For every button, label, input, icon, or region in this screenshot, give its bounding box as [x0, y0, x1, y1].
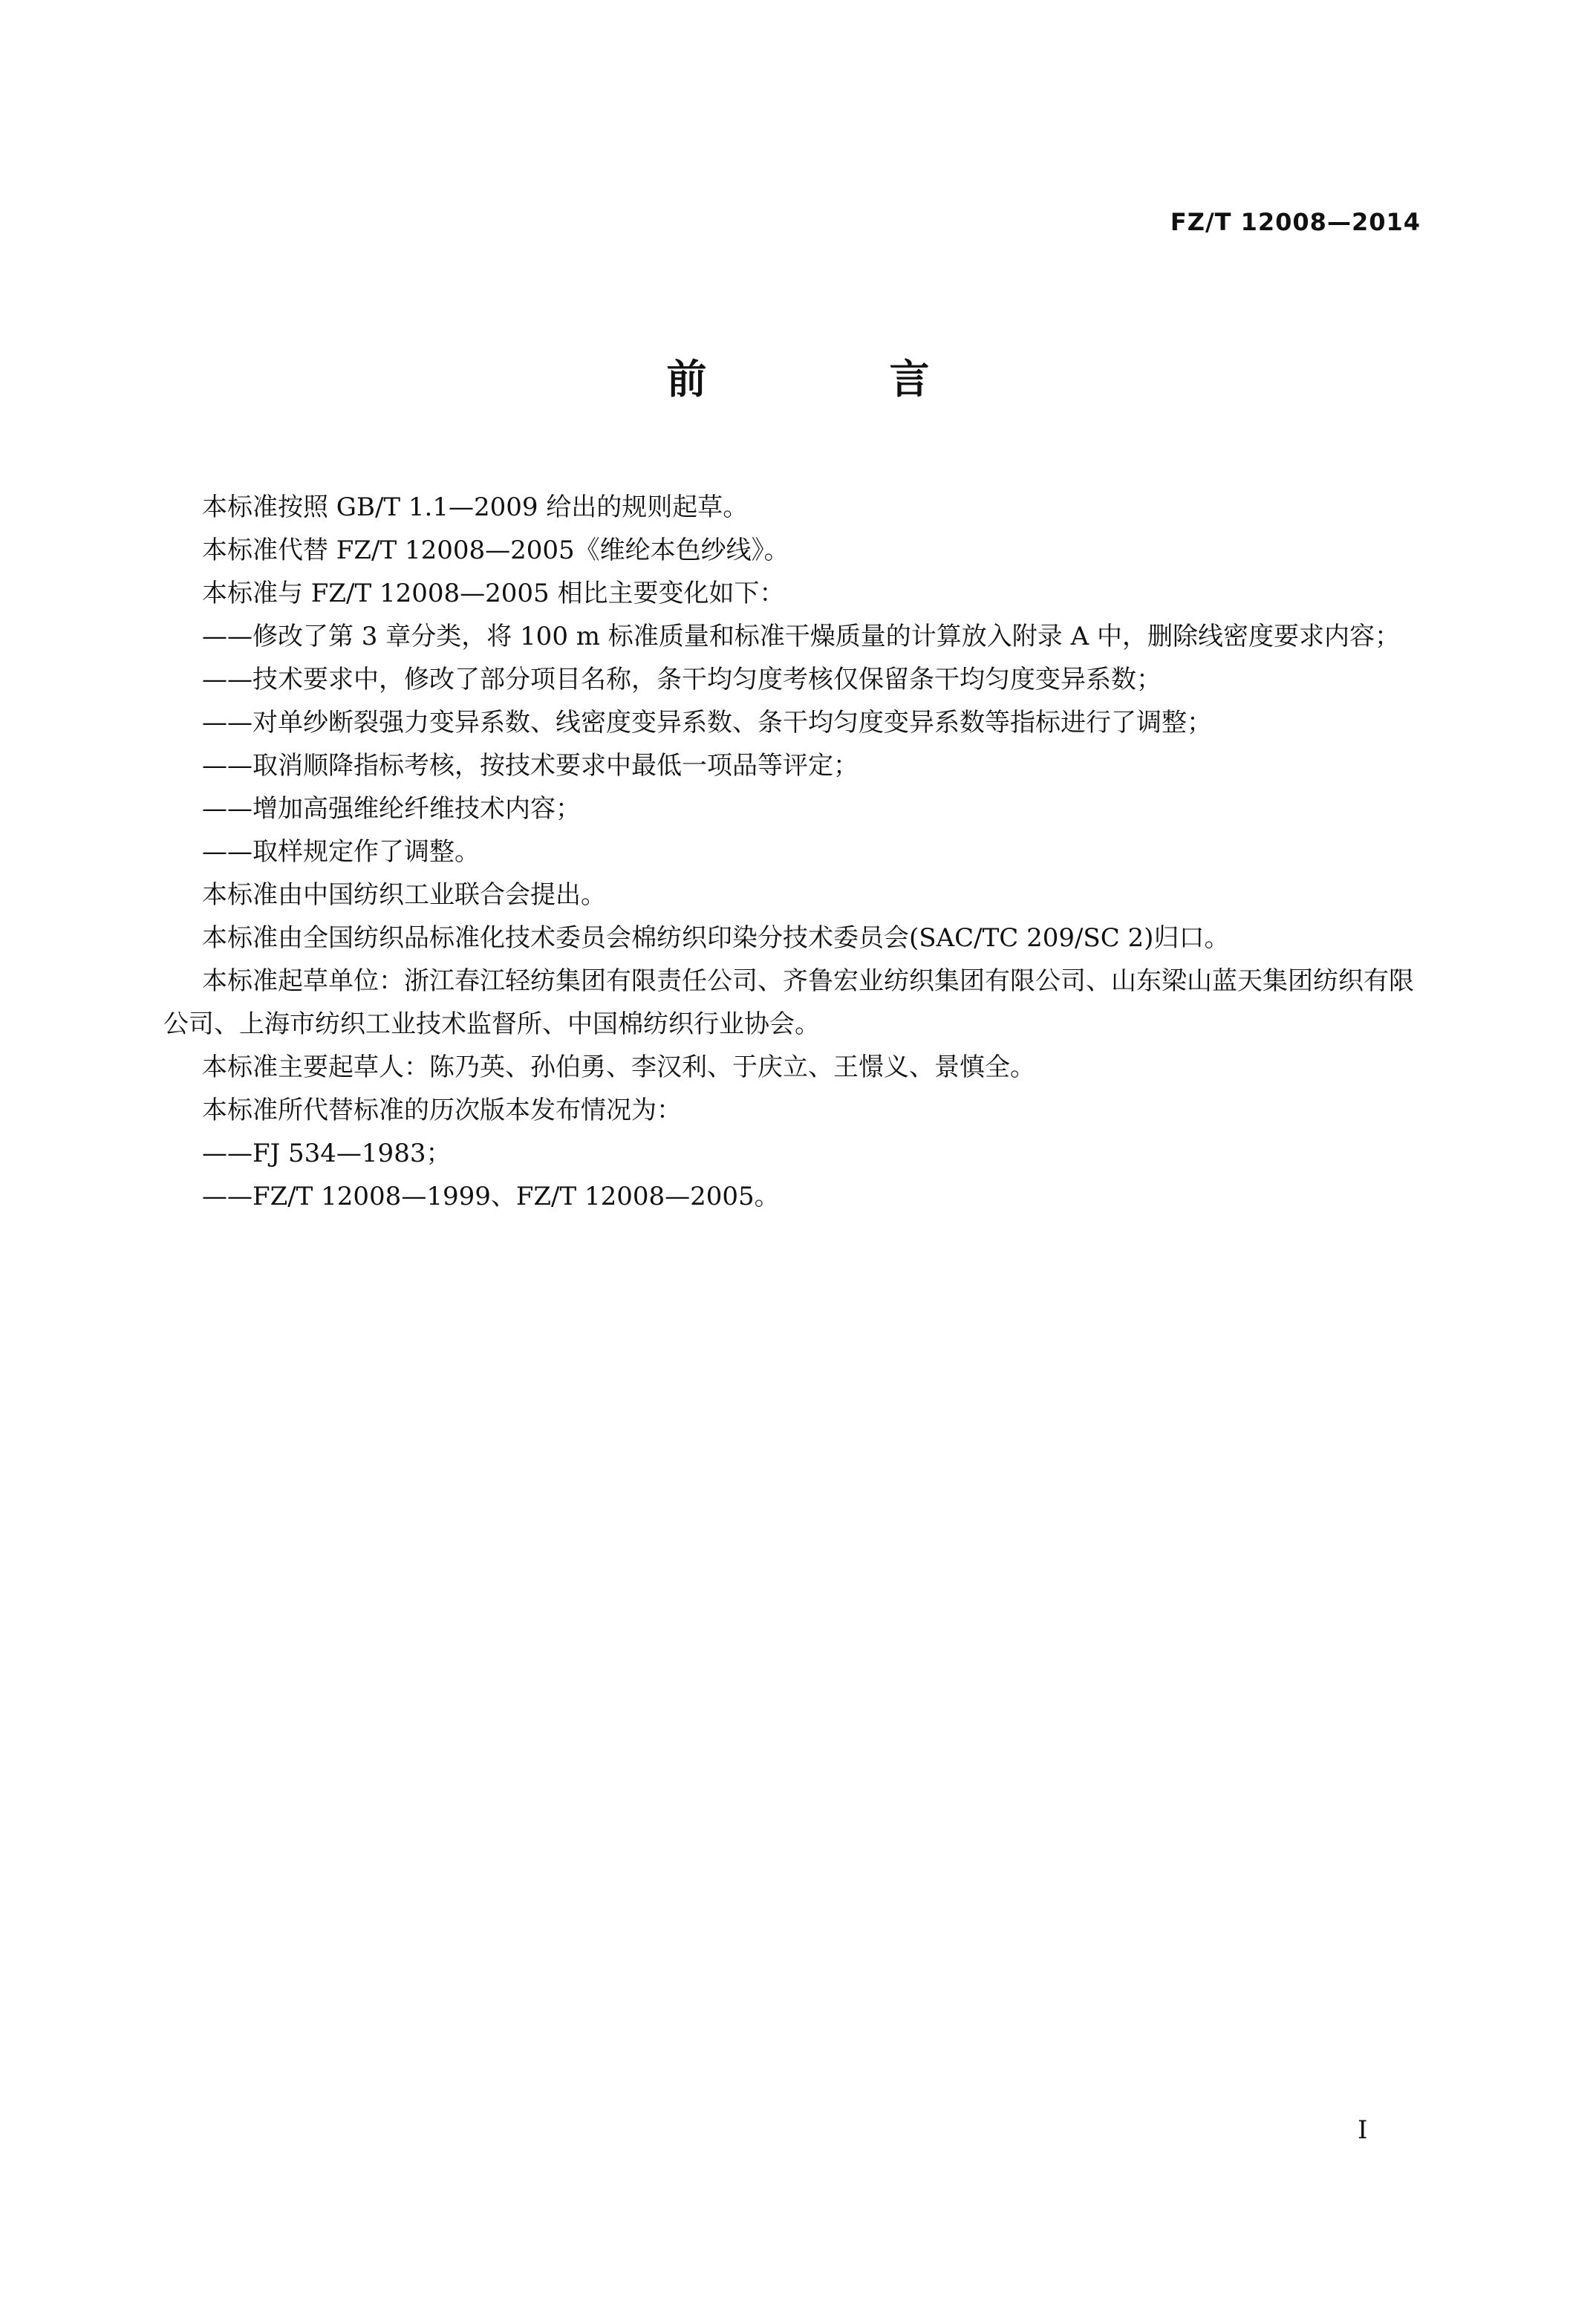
- page-title: 前 言: [666, 356, 1001, 403]
- paragraph: 本标准代替 FZ/T 12008—2005《维纶本色纱线》。: [202, 536, 789, 565]
- paragraph: 本标准与 FZ/T 12008—2005 相比主要变化如下：: [202, 579, 785, 608]
- paragraph: 本标准由中国纺织工业联合会提出。: [202, 880, 606, 910]
- paragraph: 本标准由全国纺织品标准化技术委员会棉纺织印染分技术委员会(SAC/TC 209/SC 2)归口。: [202, 923, 1230, 953]
- version-item: ——FZ/T 12008—1999、FZ/T 12008—2005。: [202, 1182, 780, 1211]
- change-item: ——增加高强维纶纤维技术内容；: [202, 794, 581, 824]
- paragraph: 本标准主要起草人：陈乃英、孙伯勇、李汉利、于庆立、王憬义、景慎全。: [202, 1052, 1035, 1082]
- page-number: I: [1358, 2115, 1368, 2145]
- standard-code: FZ/T 12008—2014: [1170, 208, 1421, 236]
- paragraph: 本标准所代替标准的历次版本发布情况为：: [202, 1096, 682, 1125]
- change-item: ——对单纱断裂强力变异系数、线密度变异系数、条干均匀度变异系数等指标进行了调整；: [202, 708, 1212, 738]
- paragraph: 本标准起草单位：浙江春江轻纺集团有限责任公司、齐鲁宏业纺织集团有限公司、山东梁山蓝天集团纺织有限公司、上海市纺织工业技术监督所、中国棉纺织行业协会。: [163, 966, 1414, 1039]
- foreword-body: [163, 486, 1426, 1218]
- version-item: ——FJ 534—1983；: [202, 1139, 452, 1168]
- change-item: ——取消顺降指标考核，按技术要求中最低一项品等评定；: [202, 751, 859, 781]
- change-item: ——取样规定作了调整。: [202, 837, 480, 867]
- change-item: ——修改了第 3 章分类，将 100 m 标准质量和标准干燥质量的计算放入附录 A 中，删除线密度要求内容；: [202, 622, 1400, 651]
- paragraph: 本标准按照 GB/T 1.1—2009 给出的规则起草。: [202, 492, 749, 522]
- change-item: ——技术要求中，修改了部分项目名称，条干均匀度考核仅保留条干均匀度变异系数；: [202, 665, 1162, 694]
